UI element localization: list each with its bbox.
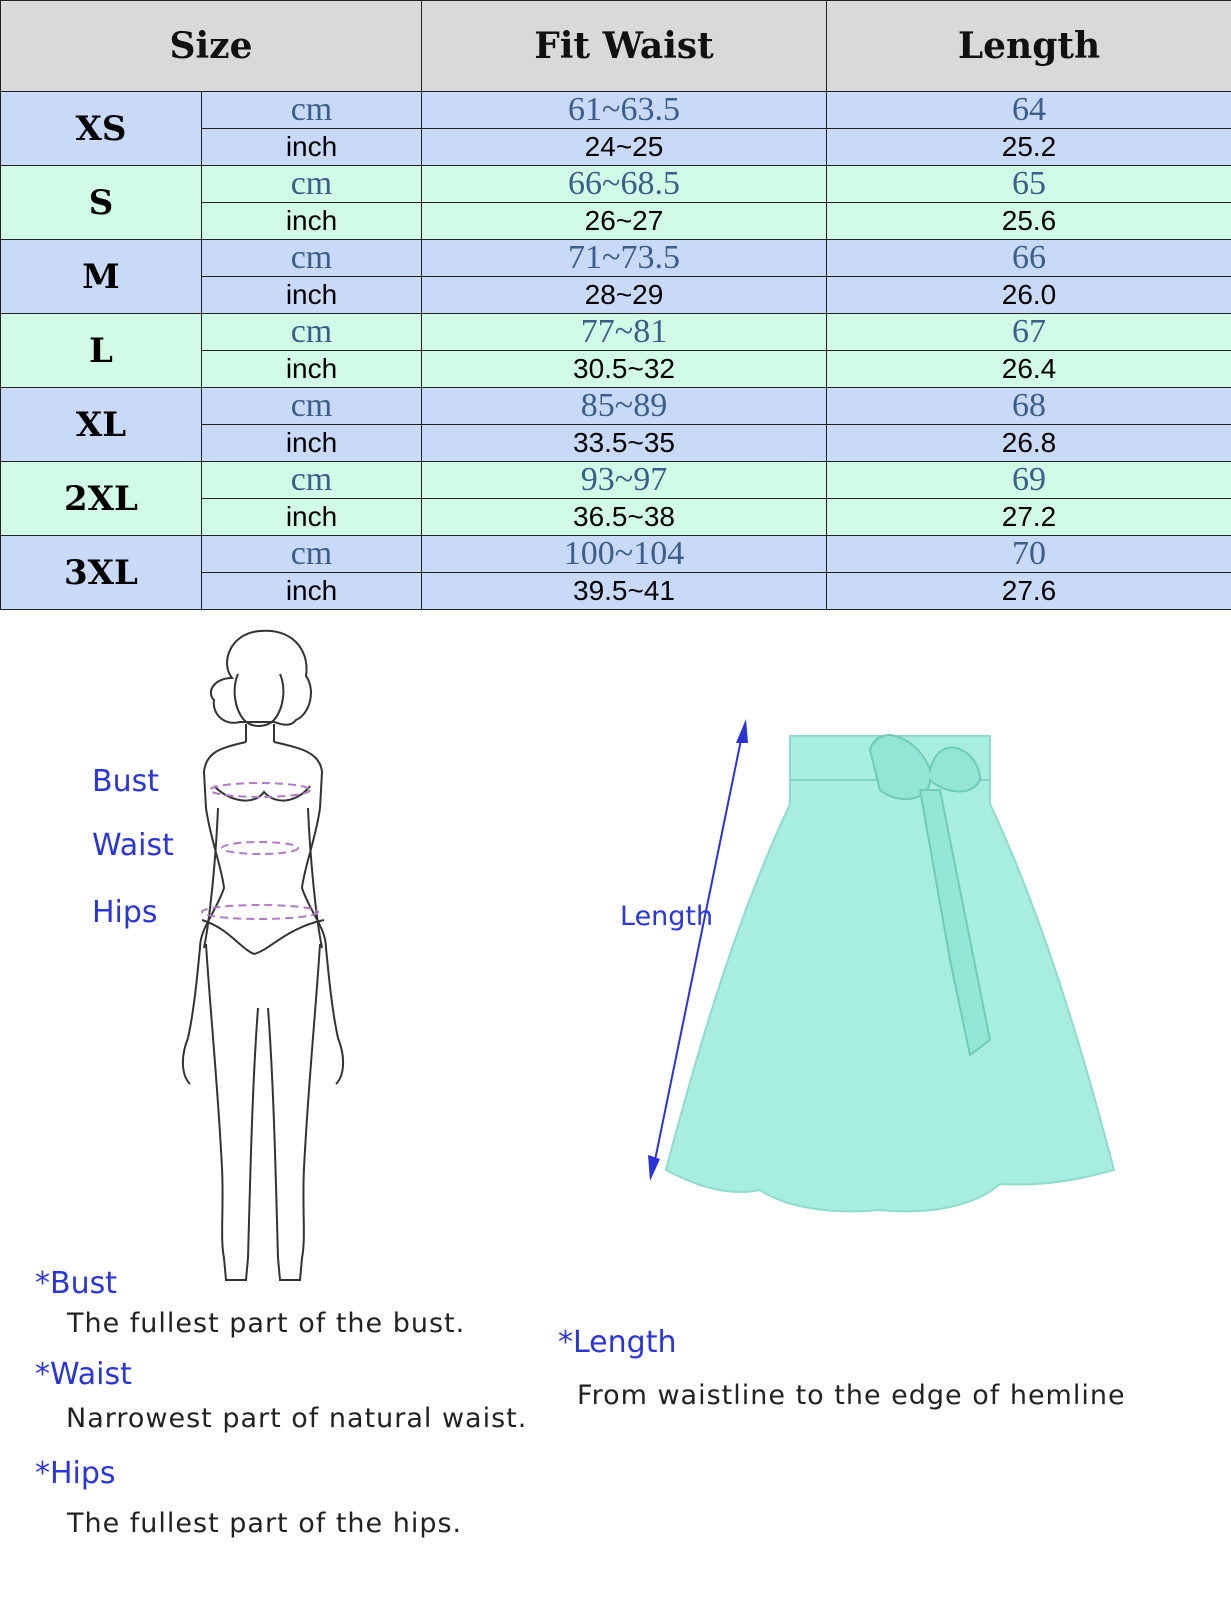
length-cm: 70 (827, 536, 1231, 573)
label-length: Length (620, 901, 714, 932)
note-length-title: *Length (558, 1325, 677, 1360)
label-hips: Hips (92, 895, 158, 930)
waist-cm: 66~68.5 (422, 166, 827, 203)
unit-cm: cm (202, 462, 422, 499)
unit-inch: inch (202, 277, 422, 314)
note-waist-text: Narrowest part of natural waist. (66, 1403, 528, 1434)
note-length-text: From waistline to the edge of hemline (577, 1380, 1126, 1411)
unit-inch: inch (202, 425, 422, 462)
length-cm: 66 (827, 240, 1231, 277)
length-cm: 65 (827, 166, 1231, 203)
unit-cm: cm (202, 92, 422, 129)
label-bust: Bust (92, 764, 159, 799)
bikini (202, 920, 324, 954)
size-name: 3XL (1, 536, 202, 610)
size-row-cm (1, 462, 1231, 499)
size-row-cm (1, 240, 1231, 277)
unit-inch: inch (202, 129, 422, 166)
waist-cm: 100~104 (422, 536, 827, 573)
unit-inch: inch (202, 573, 422, 610)
unit-inch: inch (202, 203, 422, 240)
size-row-cm (1, 314, 1231, 351)
note-hips-text: The fullest part of the hips. (67, 1508, 463, 1539)
waist-inch: 24~25 (422, 129, 827, 166)
unit-cm: cm (202, 166, 422, 203)
torso-right (274, 742, 343, 1084)
size-name: M (1, 240, 202, 314)
unit-cm: cm (202, 536, 422, 573)
size-row-cm (1, 92, 1231, 129)
size-name: L (1, 314, 202, 388)
note-hips-title: *Hips (35, 1456, 116, 1491)
size-chart-table (0, 0, 1231, 610)
waist-cm: 71~73.5 (422, 240, 827, 277)
length-inch: 27.6 (827, 573, 1231, 610)
size-name: XS (1, 92, 202, 166)
length-inch: 26.8 (827, 425, 1231, 462)
hair-outline (211, 631, 311, 725)
header-length: Length (827, 1, 1231, 92)
waist-cm: 85~89 (422, 388, 827, 425)
header-fit-waist: Fit Waist (422, 1, 827, 92)
waist-inch: 26~27 (422, 203, 827, 240)
waist-measure-line (222, 842, 298, 854)
label-waist: Waist (92, 828, 174, 863)
note-bust-text: The fullest part of the bust. (67, 1308, 466, 1339)
bra (214, 786, 310, 801)
body-figure (170, 628, 360, 1288)
unit-cm: cm (202, 314, 422, 351)
waist-inch: 33.5~35 (422, 425, 827, 462)
length-inch: 25.6 (827, 203, 1231, 240)
waist-inch: 30.5~32 (422, 351, 827, 388)
note-waist-title: *Waist (35, 1357, 132, 1392)
waist-inch: 36.5~38 (422, 499, 827, 536)
left-leg (206, 944, 258, 1280)
waist-cm: 77~81 (422, 314, 827, 351)
size-name: XL (1, 388, 202, 462)
length-inch: 27.2 (827, 499, 1231, 536)
size-row-cm (1, 536, 1231, 573)
unit-cm: cm (202, 388, 422, 425)
length-cm: 67 (827, 314, 1231, 351)
size-name: 2XL (1, 462, 202, 536)
note-bust-title: *Bust (35, 1266, 117, 1301)
waist-cm: 93~97 (422, 462, 827, 499)
unit-inch: inch (202, 499, 422, 536)
length-cm: 64 (827, 92, 1231, 129)
waist-inch: 28~29 (422, 277, 827, 314)
right-leg (268, 944, 320, 1280)
size-row-cm (1, 388, 1231, 425)
header-size: Size (1, 1, 422, 92)
hips-measure-line (202, 905, 318, 919)
waist-inch: 39.5~41 (422, 573, 827, 610)
face-outline (235, 674, 284, 726)
unit-inch: inch (202, 351, 422, 388)
length-inch: 26.4 (827, 351, 1231, 388)
length-arrow (640, 715, 760, 1185)
length-cm: 69 (827, 462, 1231, 499)
size-row-cm (1, 166, 1231, 203)
length-cm: 68 (827, 388, 1231, 425)
header-row (1, 1, 1231, 92)
length-inch: 26.0 (827, 277, 1231, 314)
unit-cm: cm (202, 240, 422, 277)
length-inch: 25.2 (827, 129, 1231, 166)
waist-cm: 61~63.5 (422, 92, 827, 129)
size-name: S (1, 166, 202, 240)
size-rows (1, 92, 1231, 610)
